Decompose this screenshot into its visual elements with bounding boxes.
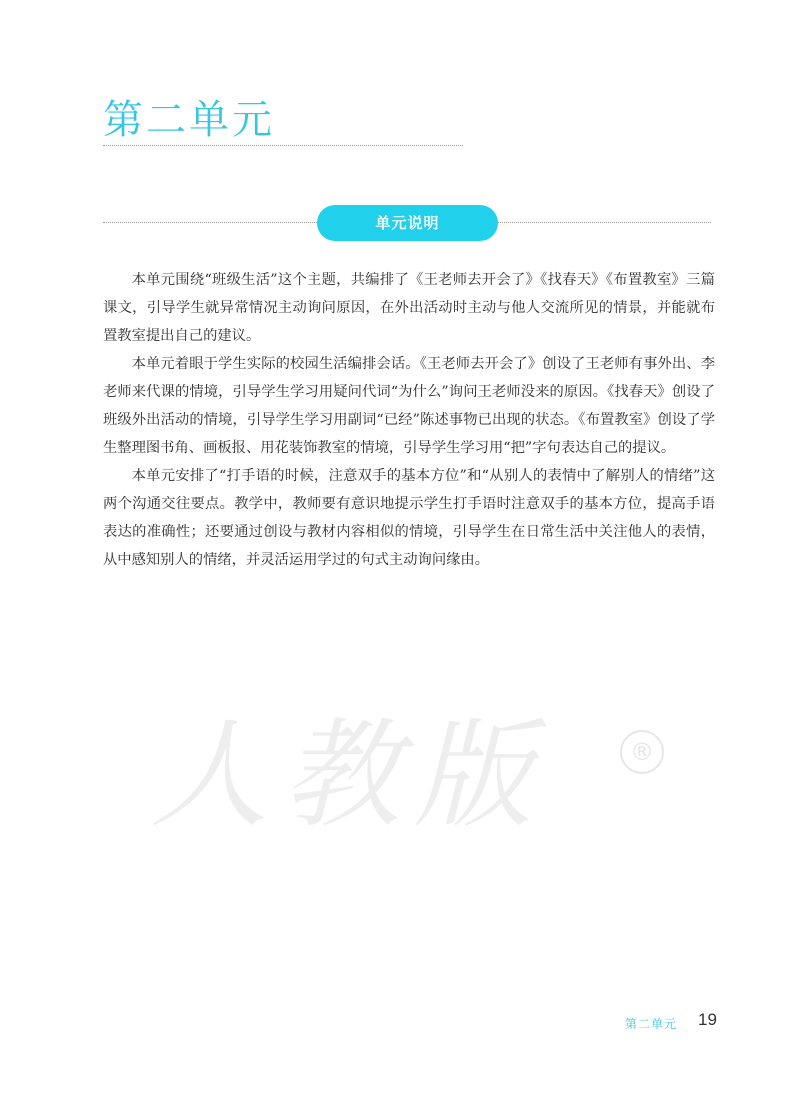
watermark-logo-text: 人教版: [150, 706, 547, 844]
paragraph-2: 本单元着眼于学生实际的校园生活编排会话。《王老师去开会了》创设了王老师有事外出、李老师来代课的情境，引导学生学习用疑问代词“为什么”询问王老师没来的原因。《找春天》创设了班级外出活动的情境，引导学生学习用副词“已经”陈述事物已出现的状态。《布置教室》创设了学生整理图书角、画板报、用花装饰教室的情境，引导学生学习用“把”字句表达自己的提议。: [103, 356, 715, 456]
section-heading-badge: 单元说明: [317, 205, 498, 241]
title-divider: [103, 145, 463, 146]
paragraph-1: 本单元围绕“班级生活”这个主题，共编排了《王老师去开会了》《找春天》《布置教室》三篇课文，引导学生就异常情况主动询问原因，在外出活动时主动与他人交流所见的情景，并能就布置教室提出自己的建议。: [103, 272, 715, 344]
registered-mark-icon: ®: [620, 730, 664, 774]
unit-title: 第二单元: [103, 97, 275, 143]
footer-unit-label: 第二单元: [625, 1017, 678, 1031]
unit-description: [103, 266, 715, 574]
page-footer: [610, 1008, 720, 1036]
paragraph-3: 本单元安排了“打手语的时候，注意双手的基本方位”和“从别人的表情中了解别人的情绪”这两个沟通交往要点。教学中，教师要有意识地提示学生打手语时注意双手的基本方位，提高手语表达的准确性；还要通过创设与教材内容相似的情境，引导学生在日常生活中关注他人的表情，从中感知别人的情绪，并灵活运用学过的句式主动询问缘由。: [103, 468, 715, 568]
publisher-watermark: [150, 700, 670, 860]
page-number: 19: [698, 1010, 717, 1029]
